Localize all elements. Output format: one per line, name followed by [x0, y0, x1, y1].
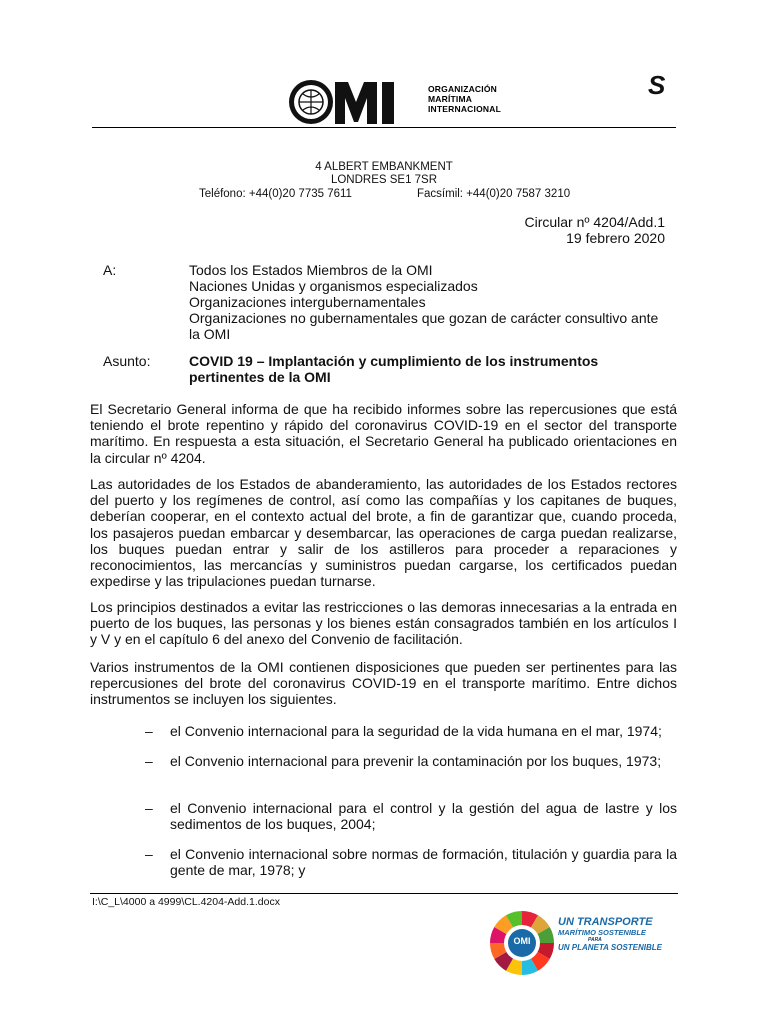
logo-org-line: ORGANIZACIÓN: [428, 84, 497, 94]
language-code: S: [648, 70, 666, 100]
footer-divider: [90, 893, 678, 894]
bullet-dash: –: [145, 846, 153, 862]
addressees-list: [189, 262, 669, 342]
sdg-slogan-line: PARA: [588, 937, 602, 943]
logo-org-name: [428, 84, 501, 114]
body-paragraph: Varios instrumentos de la OMI contienen disposiciones que pueden ser pertinentes para las repercusiones del brote del coronavirus COVID-19 en el transporte marítimo. Entre dichos instrumentos se incluyen los siguientes.: [90, 659, 677, 708]
sdg-slogan-line: UN PLANETA SOSTENIBLE: [558, 943, 663, 952]
body-paragraph: Los principios destinados a evitar las restricciones o las demoras innecesarias a la entrada en puerto de los buques, las personas y los bienes están consagrados también en los artículos I y V y en el capítulo 6 del anexo del Convenio de facilitación.: [90, 599, 677, 648]
bullet-text: el Convenio internacional para prevenir la contaminación por los buques, 1973;: [170, 753, 662, 769]
address-block: [92, 161, 676, 187]
phone-number: Teléfono: +44(0)20 7735 7611: [199, 188, 352, 200]
sdg-slogan: [558, 916, 662, 953]
bullet-dash: –: [145, 723, 153, 739]
circular-number: Circular nº 4204/Add.1: [524, 214, 665, 230]
logo-org-line: INTERNACIONAL: [428, 104, 501, 114]
bullet-text: el Convenio internacional para la seguridad de la vida humana en el mar, 1974;: [170, 723, 662, 739]
bullet-dash: –: [145, 753, 153, 769]
bullet-text: el Convenio internacional para el control y la gestión del agua de lastre y los sedimentos de los buques, 2004;: [170, 800, 677, 833]
header-divider: [92, 127, 676, 128]
file-path: I:\C_L\4000 a 4999\CL.4204-Add.1.docx: [92, 896, 280, 908]
body-paragraph: El Secretario General informa de que ha recibido informes sobre las repercusiones que está teniendo el brote repentino y rápido del coronavirus COVID-19 en el sector del transporte marítimo. En respuesta a esta situación, el Secretario General ha publicado orientaciones en la circular nº 4204.: [90, 401, 677, 466]
addressee-item: Todos los Estados Miembros de la OMI: [189, 262, 433, 278]
sdg-slogan-line: MARÍTIMO SOSTENIBLE: [558, 928, 646, 937]
bullet-text: el Convenio internacional sobre normas de formación, titulación y guardia para la gente de mar, 1978; y: [170, 846, 677, 879]
addressee-item: Organizaciones intergubernamentales: [189, 294, 426, 310]
omi-logo: [286, 78, 508, 128]
circular-info: [400, 214, 665, 246]
addressee-item: Naciones Unidas y organismos especializados: [189, 278, 478, 294]
fax-number: Facsímil: +44(0)20 7587 3210: [417, 188, 571, 200]
subject-label: Asunto:: [103, 353, 151, 369]
address-line: LONDRES SE1 7SR: [330, 174, 438, 186]
address-line: 4 ALBERT EMBANKMENT: [315, 161, 453, 173]
addressee-item: Organizaciones no gubernamentales que gozan de carácter consultivo ante la OMI: [189, 310, 659, 342]
addressees-label: A:: [103, 262, 117, 278]
logo-org-line: MARÍTIMA: [428, 94, 473, 104]
sdg-slogan-line: UN TRANSPORTE: [558, 916, 653, 928]
circular-date: 19 febrero 2020: [566, 230, 665, 246]
subject-text: COVID 19 – Implantación y cumplimiento de los instrumentos pertinentes de la OMI: [189, 353, 599, 385]
body-paragraph: Las autoridades de los Estados de abanderamiento, las autoridades de los Estados rectores del puerto y los regímenes de control, así como las compañías y los capitanes de buques, deberían cooperar, en el contexto actual del brote, a fin de garantizar que, cuando proceda, los pasajeros puedan embarcar y desembarcar, las operaciones de carga puedan realizarse, los buques puedan entrar y salir de los astilleros para proceder a reparaciones y reconocimientos, las mercancías y suministros puedan cargarse, los certificados puedan expedirse y las tripulaciones puedan turnarse.: [90, 476, 677, 590]
sustainable-shipping-logo: [488, 908, 668, 978]
sdg-logo-letters: OMI: [513, 936, 531, 946]
bullet-dash: –: [145, 800, 153, 816]
